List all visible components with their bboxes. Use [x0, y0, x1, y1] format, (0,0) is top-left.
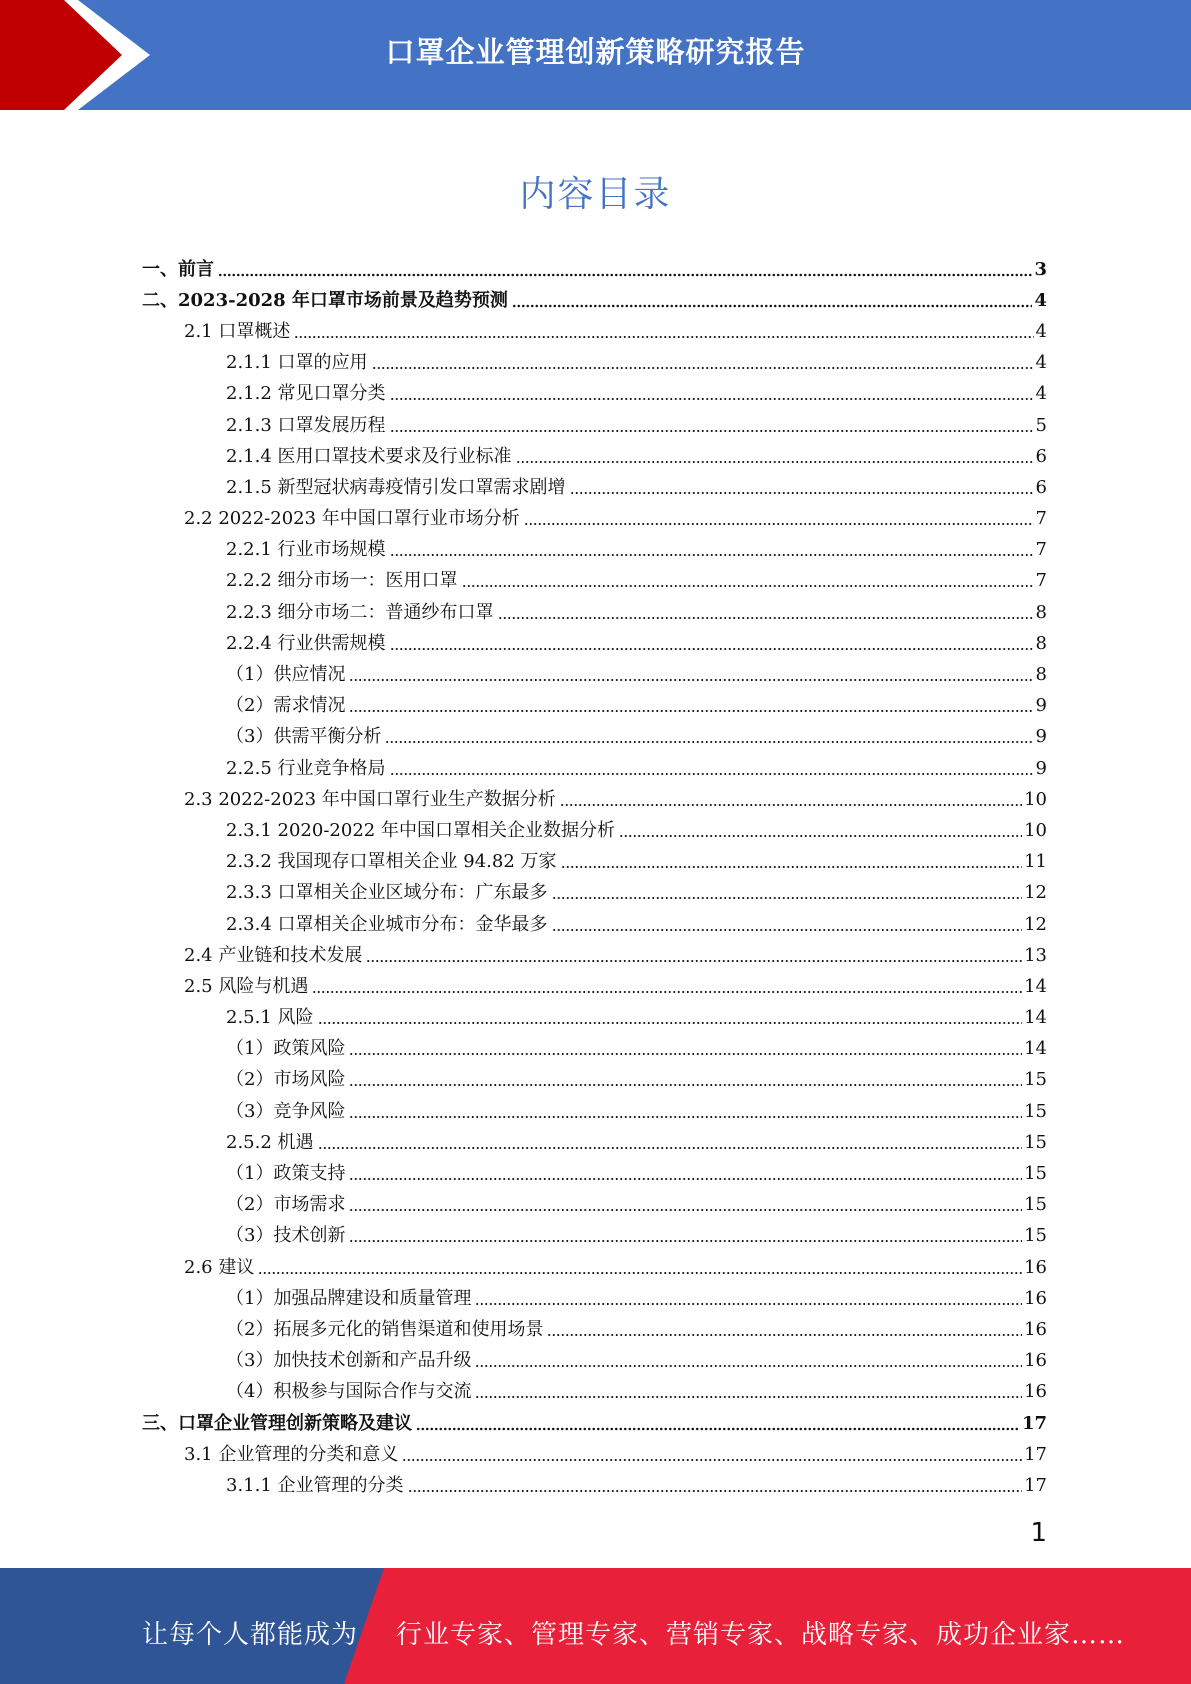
toc-entry-title: （1）政策支持 — [226, 1163, 346, 1185]
dot-leader — [390, 553, 1034, 557]
toc-entry-page: 12 — [1024, 913, 1047, 935]
toc-entry[interactable] — [0, 1439, 1191, 1470]
toc-heading: 内容目录 — [519, 174, 672, 215]
toc-entry-title: （2）需求情况 — [226, 695, 346, 717]
toc-entry-page: 4 — [1035, 320, 1047, 342]
toc-entry[interactable] — [0, 566, 1191, 597]
toc-entry[interactable] — [0, 815, 1191, 846]
toc-entry-title: 2.3.4 口罩相关企业城市分布：金华最多 — [226, 913, 548, 935]
toc-entry-title: 2.5.1 风险 — [226, 1007, 314, 1029]
footer-slogan-left: 让每个人都能成为 — [142, 1620, 359, 1650]
dot-leader — [561, 865, 1023, 869]
toc-entry-title: （2）市场需求 — [226, 1194, 346, 1216]
toc-entry-page: 17 — [1024, 1443, 1047, 1465]
toc-entry-page: 10 — [1024, 788, 1047, 810]
dot-leader — [552, 928, 1023, 932]
dot-leader — [402, 1458, 1022, 1462]
toc-entry-title: 2.2.2 细分市场一：医用口罩 — [226, 570, 458, 592]
toc-entry[interactable] — [0, 1003, 1191, 1034]
dot-leader — [524, 522, 1034, 526]
toc-entry[interactable] — [0, 1408, 1191, 1439]
dot-leader — [349, 1083, 1022, 1087]
dot-leader — [385, 740, 1033, 744]
toc-entry-page: 17 — [1021, 1412, 1047, 1434]
toc-entry[interactable] — [0, 628, 1191, 659]
toc-entry-title: 2.6 建议 — [184, 1256, 255, 1278]
dot-leader — [552, 896, 1023, 900]
dot-leader — [547, 1333, 1022, 1337]
toc-entry[interactable] — [0, 1127, 1191, 1158]
toc-entry[interactable] — [0, 285, 1191, 316]
toc-entry-title: 2.2.1 行业市场规模 — [226, 539, 386, 561]
toc-entry[interactable] — [0, 1314, 1191, 1345]
dot-leader — [349, 709, 1033, 713]
toc-entry-page: 9 — [1035, 695, 1047, 717]
dot-leader — [408, 1489, 1023, 1493]
toc-entry[interactable] — [0, 971, 1191, 1002]
toc-entry-page: 15 — [1024, 1225, 1047, 1247]
toc-entry[interactable] — [0, 441, 1191, 472]
table-of-contents — [0, 254, 1191, 1502]
toc-entry-title: （1）加强品牌建设和质量管理 — [226, 1287, 472, 1309]
toc-entry-page: 7 — [1035, 539, 1047, 561]
toc-entry-page: 14 — [1024, 1007, 1047, 1029]
footer-slogan-right: 行业专家、管理专家、营销专家、战略专家、成功企业家…… — [396, 1620, 1126, 1650]
toc-entry-page: 11 — [1024, 851, 1047, 873]
dot-leader — [349, 678, 1033, 682]
toc-entry[interactable] — [0, 1065, 1191, 1096]
toc-entry[interactable] — [0, 316, 1191, 347]
toc-entry-page: 4 — [1035, 383, 1047, 405]
toc-entry-title: 3.1 企业管理的分类和意义 — [184, 1443, 399, 1465]
toc-entry-page: 6 — [1035, 445, 1047, 467]
toc-entry[interactable] — [0, 1221, 1191, 1252]
dot-leader — [512, 304, 1033, 308]
toc-entry[interactable] — [0, 535, 1191, 566]
toc-entry-title: 2.5.2 机遇 — [226, 1131, 314, 1153]
toc-entry-title: 一、前言 — [142, 258, 214, 280]
toc-entry[interactable] — [0, 379, 1191, 410]
report-title: 口罩企业管理创新策略研究报告 — [385, 35, 806, 69]
toc-entry-title: 2.1.2 常见口罩分类 — [226, 383, 386, 405]
toc-entry-page: 15 — [1024, 1100, 1047, 1122]
dot-leader — [349, 1177, 1022, 1181]
dot-leader — [318, 1146, 1023, 1150]
toc-entry-page: 16 — [1024, 1381, 1047, 1403]
toc-entry-title: 2.1.5 新型冠状病毒疫情引发口罩需求剧增 — [226, 476, 566, 498]
dot-leader — [390, 772, 1034, 776]
toc-entry-page: 16 — [1024, 1287, 1047, 1309]
dot-leader — [258, 1271, 1022, 1275]
toc-entry-page: 15 — [1024, 1194, 1047, 1216]
toc-entry[interactable] — [0, 940, 1191, 971]
toc-entry-page: 9 — [1035, 726, 1047, 748]
toc-entry-page: 16 — [1024, 1256, 1047, 1278]
toc-entry-page: 17 — [1024, 1474, 1047, 1496]
toc-entry-title: 2.1.3 口罩发展历程 — [226, 414, 386, 436]
toc-entry[interactable] — [0, 410, 1191, 441]
dot-leader — [294, 335, 1033, 339]
toc-entry-title: 2.2.4 行业供需规模 — [226, 632, 386, 654]
toc-entry-page: 16 — [1024, 1318, 1047, 1340]
toc-entry-page: 7 — [1035, 570, 1047, 592]
dot-leader — [366, 959, 1022, 963]
toc-entry-page: 14 — [1024, 975, 1047, 997]
dot-leader — [570, 491, 1034, 495]
dot-leader — [372, 366, 1034, 370]
footer-band — [0, 1568, 1191, 1684]
toc-entry-title: 2.1 口罩概述 — [184, 320, 291, 342]
toc-entry-title: 2.1.1 口罩的应用 — [226, 352, 368, 374]
toc-entry-title: （3）供需平衡分析 — [226, 726, 382, 748]
dot-leader — [349, 1239, 1022, 1243]
toc-entry-title: 2.5 风险与机遇 — [184, 975, 309, 997]
toc-entry[interactable] — [0, 1190, 1191, 1221]
dot-leader — [349, 1115, 1022, 1119]
toc-entry[interactable] — [0, 472, 1191, 503]
toc-entry[interactable] — [0, 1283, 1191, 1314]
dot-leader — [390, 647, 1034, 651]
toc-entry[interactable] — [0, 1377, 1191, 1408]
toc-entry-page: 16 — [1024, 1350, 1047, 1372]
dot-leader — [416, 1427, 1020, 1431]
toc-entry-title: 2.3.2 我国现存口罩相关企业 94.82 万家 — [226, 851, 557, 873]
toc-entry-page: 14 — [1024, 1038, 1047, 1060]
toc-entry-page: 7 — [1035, 508, 1047, 530]
toc-entry[interactable] — [0, 847, 1191, 878]
toc-entry-title: 2.3 2022-2023 年中国口罩行业生产数据分析 — [184, 788, 556, 810]
toc-entry[interactable] — [0, 1034, 1191, 1065]
toc-entry[interactable] — [0, 597, 1191, 628]
dot-leader — [475, 1364, 1022, 1368]
toc-entry-page: 3 — [1034, 258, 1047, 280]
toc-entry-title: （3）竞争风险 — [226, 1100, 346, 1122]
toc-entry[interactable] — [0, 909, 1191, 940]
toc-entry-page: 15 — [1024, 1069, 1047, 1091]
toc-entry-title: （1）供应情况 — [226, 664, 346, 686]
toc-entry[interactable] — [0, 504, 1191, 535]
page-number: 1 — [1030, 1518, 1047, 1548]
dot-leader — [516, 460, 1034, 464]
toc-entry-page: 4 — [1034, 289, 1047, 311]
dot-leader — [312, 990, 1022, 994]
toc-entry-title: 2.4 产业链和技术发展 — [184, 944, 363, 966]
dot-leader — [475, 1302, 1022, 1306]
toc-entry-title: 3.1.1 企业管理的分类 — [226, 1474, 404, 1496]
toc-entry-title: 2.3.1 2020-2022 年中国口罩相关企业数据分析 — [226, 819, 615, 841]
toc-entry-title: （2）拓展多元化的销售渠道和使用场景 — [226, 1318, 544, 1340]
toc-entry-title: 2.2 2022-2023 年中国口罩行业市场分析 — [184, 508, 520, 530]
toc-entry-title: 三、口罩企业管理创新策略及建议 — [142, 1412, 412, 1434]
toc-entry-title: （4）积极参与国际合作与交流 — [226, 1381, 472, 1403]
toc-entry-title: 2.3.3 口罩相关企业区域分布：广东最多 — [226, 882, 548, 904]
toc-entry[interactable] — [0, 254, 1191, 285]
toc-entry-page: 10 — [1024, 819, 1047, 841]
toc-entry[interactable] — [0, 1252, 1191, 1283]
toc-entry-page: 13 — [1024, 944, 1047, 966]
toc-entry[interactable] — [0, 1158, 1191, 1189]
toc-entry-title: （2）市场风险 — [226, 1069, 346, 1091]
toc-entry-page: 6 — [1035, 476, 1047, 498]
toc-entry[interactable] — [0, 1346, 1191, 1377]
toc-entry-page: 12 — [1024, 882, 1047, 904]
toc-entry[interactable] — [0, 878, 1191, 909]
toc-entry[interactable] — [0, 784, 1191, 815]
dot-leader — [390, 429, 1034, 433]
toc-entry-title: 2.2.3 细分市场二：普通纱布口罩 — [226, 601, 494, 623]
dot-leader — [349, 1052, 1022, 1056]
toc-entry[interactable] — [0, 722, 1191, 753]
dot-leader — [390, 397, 1034, 401]
toc-entry-title: （3）加快技术创新和产品升级 — [226, 1350, 472, 1372]
toc-entry-page: 5 — [1035, 414, 1047, 436]
toc-entry-title: （1）政策风险 — [226, 1038, 346, 1060]
toc-entry[interactable] — [0, 348, 1191, 379]
dot-leader — [349, 1208, 1022, 1212]
dot-leader — [475, 1395, 1022, 1399]
toc-entry-title: 二、2023-2028 年口罩市场前景及趋势预测 — [142, 289, 508, 311]
toc-entry-title: （3）技术创新 — [226, 1225, 346, 1247]
toc-entry-title: 2.2.5 行业竞争格局 — [226, 757, 386, 779]
toc-entry-page: 8 — [1035, 601, 1047, 623]
toc-entry-title: 2.1.4 医用口罩技术要求及行业标准 — [226, 445, 512, 467]
dot-leader — [218, 273, 1032, 277]
dot-leader — [560, 803, 1022, 807]
toc-entry[interactable] — [0, 753, 1191, 784]
toc-entry[interactable] — [0, 1096, 1191, 1127]
dot-leader — [498, 616, 1034, 620]
toc-entry-page: 4 — [1035, 352, 1047, 374]
toc-entry-page: 8 — [1035, 664, 1047, 686]
dot-leader — [462, 584, 1034, 588]
toc-entry-page: 9 — [1035, 757, 1047, 779]
toc-entry-page: 15 — [1024, 1131, 1047, 1153]
toc-entry[interactable] — [0, 1470, 1191, 1501]
header-band — [0, 0, 1191, 110]
toc-entry-page: 8 — [1035, 632, 1047, 654]
toc-entry-page: 15 — [1024, 1163, 1047, 1185]
toc-entry[interactable] — [0, 691, 1191, 722]
dot-leader — [318, 1021, 1023, 1025]
toc-entry[interactable] — [0, 659, 1191, 690]
dot-leader — [619, 834, 1022, 838]
